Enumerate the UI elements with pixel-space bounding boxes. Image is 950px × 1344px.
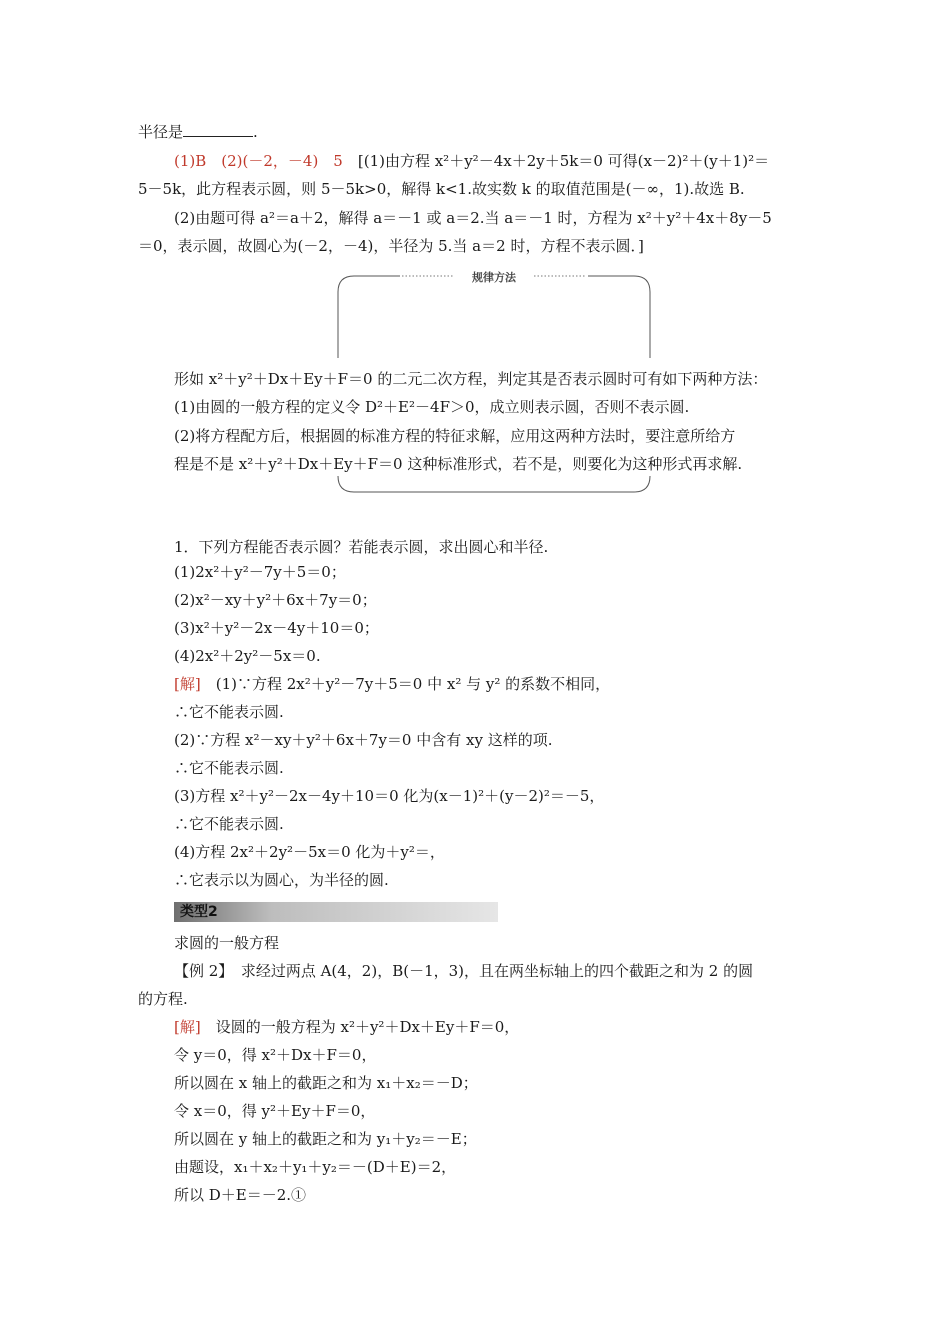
solution-1-line-4: ∴它不能表示圆. (174, 759, 284, 777)
answer-line (174, 150, 769, 172)
answer-line-3: 5－5k，此方程表示圆，则 5－5k>0，解得 k<1.故实数 k 的取值范围是(－∞，1).故选 B. (138, 180, 745, 198)
solution-1-line-5: (3)方程 x²＋y²－2x－4y＋10＝0 化为(x－1)²＋(y－2)²＝－5， (174, 787, 605, 805)
method-line-2: (1)由圆的一般方程的定义令 D²＋E²－4F＞0，成立则表示圆，否则不表示圆. (174, 398, 690, 416)
solution-2-line-7: 所以 D＋E＝－2.① (174, 1186, 307, 1204)
solution-tag: [解] (174, 675, 201, 693)
solution-2-line-1 (174, 1016, 519, 1038)
solution-2-line-3: 所以圆在 x 轴上的截距之和为 x₁＋x₂＝－D； (174, 1074, 478, 1092)
example-2-line-1 (174, 960, 753, 982)
radius-question-end: . (253, 123, 258, 141)
example-2-line-2: 的方程. (138, 990, 188, 1008)
type-2-banner (174, 902, 498, 922)
exercise-1-item-1: (1)2x²＋y²－7y＋5＝0； (174, 563, 346, 581)
solution-2-line-2: 令 y＝0，得 x²＋Dx＋F＝0， (174, 1046, 377, 1064)
method-line-4: 程是不是 x²＋y²＋Dx＋Ey＋F＝0 这种标准形式，若不是，则要化为这种形式再求解. (174, 455, 743, 473)
solution-1-line-6: ∴它不能表示圆. (174, 815, 284, 833)
answer-line-4: (2)由题可得 a²＝a＋2，解得 a＝－1 或 a＝2.当 a＝－1 时，方程为 x²＋y²＋4x＋8y－5 (174, 209, 772, 227)
solution-1-text: (1)∵方程 2x²＋y²－7y＋5＝0 中 x² 与 y² 的系数不相同， (200, 675, 611, 693)
answer-line-5: ＝0，表示圆，故圆心为(－2，－4)，半径为 5.当 a＝2 时，方程不表示圆．] (138, 237, 644, 255)
solution-2-line-6: 由题设，x₁＋x₂＋y₁＋y₂＝－(D＋E)＝2， (174, 1158, 457, 1176)
answer-key: (1)B (2)(－2，－4) 5 (174, 152, 343, 170)
exercise-1-item-2: (2)x²－xy＋y²＋6x＋7y＝0； (174, 591, 377, 609)
solution-2-tag: [解] (174, 1018, 201, 1036)
answer-explanation: [(1)由方程 x²＋y²－4x＋2y＋5k＝0 可得(x－2)²＋(y＋1)²＝ (342, 152, 770, 170)
radius-question-text: 半径是 (138, 123, 184, 141)
exercise-1-question: 1．下列方程能否表示圆？若能表示圆，求出圆心和半径. (174, 538, 549, 556)
solution-2-line-4: 令 x＝0，得 y²＋Ey＋F＝0， (174, 1102, 376, 1120)
method-box-title: 规律方法 (472, 271, 516, 284)
example-2-text: 求经过两点 A(4，2)，B(－1，3)，且在两坐标轴上的四个截距之和为 2 的圆 (225, 962, 754, 980)
exercise-1-item-3: (3)x²＋y²－2x－4y＋10＝0； (174, 619, 379, 637)
type-2-heading: 求圆的一般方程 (174, 934, 280, 952)
type-2-label: 类型2 (180, 904, 218, 920)
solution-2-line-5: 所以圆在 y 轴上的截距之和为 y₁＋y₂＝－E； (174, 1130, 477, 1148)
answer-blank (183, 122, 253, 137)
solution-1-line-2: ∴它不能表示圆. (174, 703, 284, 721)
solution-1-line-3: (2)∵方程 x²－xy＋y²＋6x＋7y＝0 中含有 xy 这样的项. (174, 731, 553, 749)
solution-1-line-7: (4)方程 2x²＋2y²－5x＝0 化为＋y²＝， (174, 843, 445, 861)
solution-2-text: 设圆的一般方程为 x²＋y²＋Dx＋Ey＋F＝0， (200, 1018, 520, 1036)
example-2-tag: 【例 2】 (174, 962, 226, 980)
method-line-3: (2)将方程配方后，根据圆的标准方程的特征求解，应用这两种方法时，要注意所给方 (174, 427, 736, 445)
solution-1-line-8: ∴它表示以为圆心，为半径的圆. (174, 871, 389, 889)
method-line-1: 形如 x²＋y²＋Dx＋Ey＋F＝0 的二元二次方程，判定其是否表示圆时可有如下两种方法： (174, 370, 768, 388)
radius-question-line (138, 121, 258, 143)
exercise-1-item-4: (4)2x²＋2y²－5x＝0. (174, 647, 321, 665)
solution-1-line-1 (174, 673, 610, 695)
